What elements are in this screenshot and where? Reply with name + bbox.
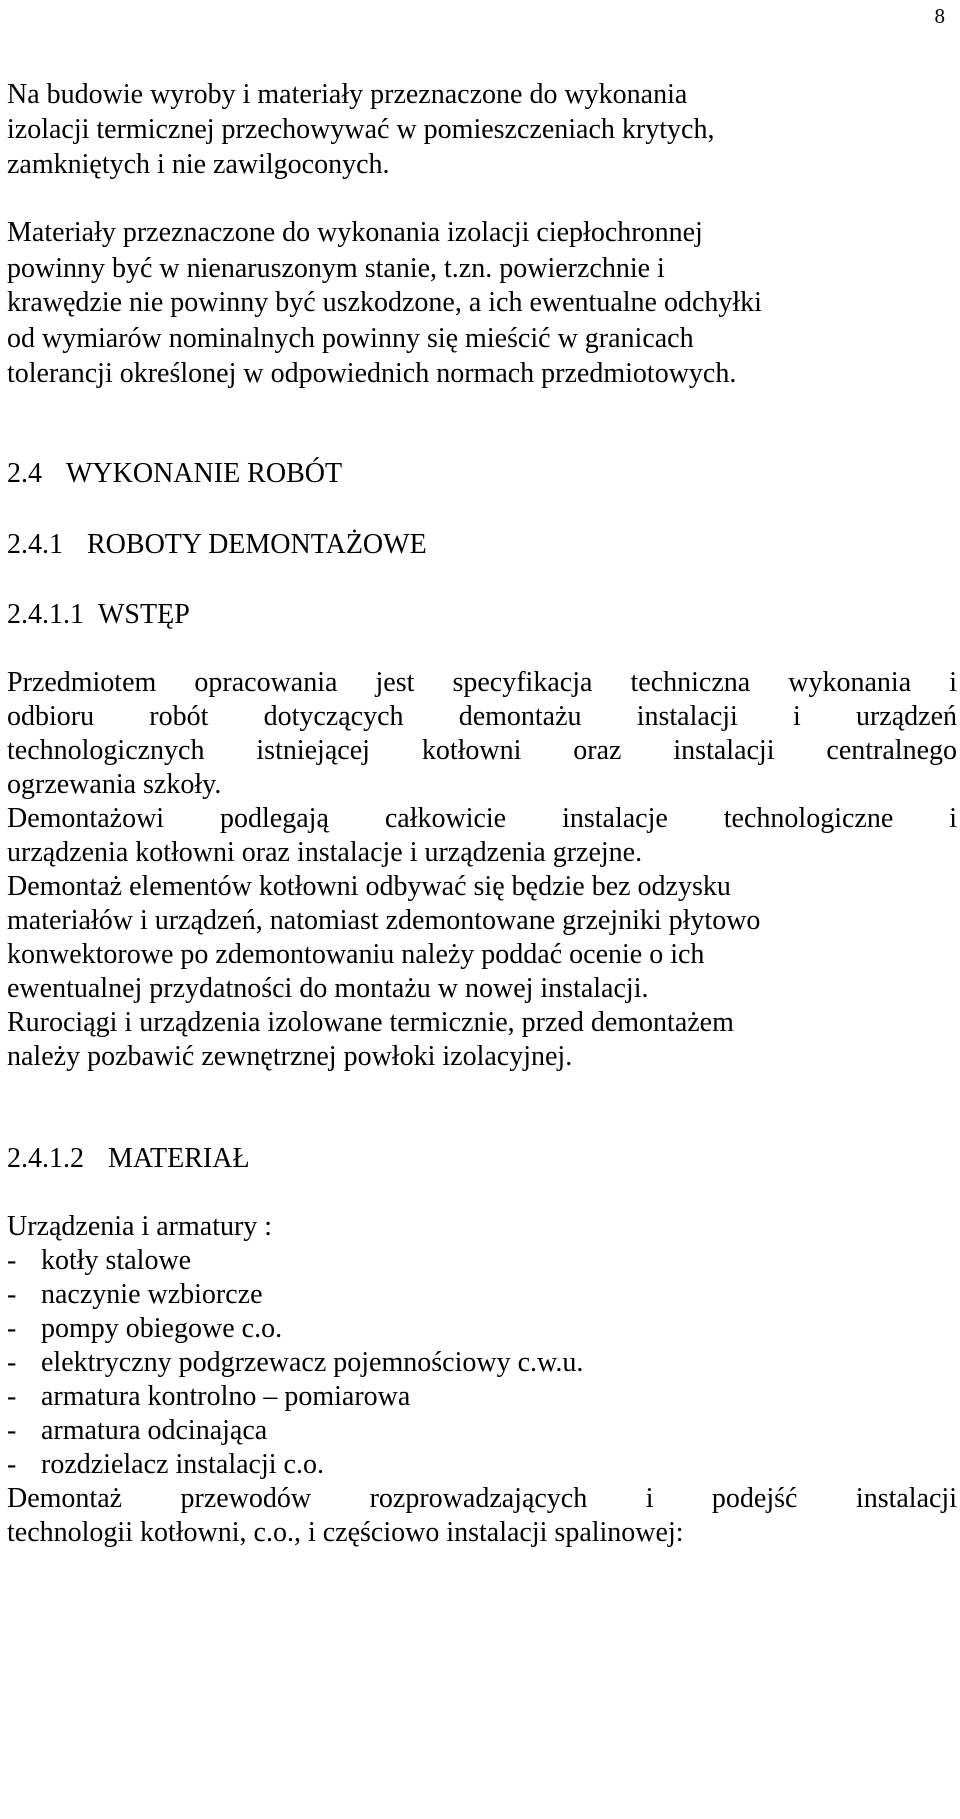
materials-line-3: krawędzie nie powinny być uszkodzone, a ich ewentualne odchyłki	[7, 287, 762, 318]
heading-number: 2.4.1.2	[7, 1143, 84, 1174]
materials-line-4: od wymiarów nominalnych powinny się mieścić w granicach	[7, 323, 694, 354]
list-item-text: armatura kontrolno – pomiarowa	[41, 1381, 411, 1412]
bullet: -	[7, 1245, 17, 1276]
storage-line-2: izolacji termicznej przechowywać w pomieszczeniach krytych,	[7, 114, 715, 145]
heading-title: MATERIAŁ	[108, 1143, 250, 1174]
heading-2-4-1	[7, 525, 427, 565]
storage-line-3: zamkniętych i nie zawilgoconych.	[7, 149, 390, 180]
heading-number: 2.4	[7, 458, 42, 489]
heading-number: 2.4.1	[7, 529, 63, 560]
heading-title: WYKONANIE ROBÓT	[66, 458, 343, 489]
bullet: -	[7, 1347, 17, 1378]
list-item-text: kotły stalowe	[41, 1245, 192, 1276]
intro-line-4: ogrzewania szkoły.	[7, 769, 222, 800]
list-item-text: naczynie wzbiorcze	[41, 1279, 263, 1310]
equipment-title: Urządzenia i armatury :	[7, 1211, 273, 1242]
bullet: -	[7, 1415, 17, 1446]
intro-line-11: Rurociągi i urządzenia izolowane termicznie, przed demontażem	[7, 1007, 734, 1038]
bullet: -	[7, 1313, 17, 1344]
intro-line-2: odbioru robót dotyczących demontażu instalacji i urządzeń	[7, 701, 957, 732]
intro-line-9: konwektorowe po zdemontowaniu należy poddać ocenie o ich	[7, 939, 705, 970]
heading-2-4-1-2	[7, 1139, 250, 1179]
intro-line-7: Demontaż elementów kotłowni odbywać się będzie bez odzysku	[7, 871, 731, 902]
bullet: -	[7, 1381, 17, 1412]
intro-line-1: Przedmiotem opracowania jest specyfikacja techniczna wykonania i	[7, 667, 957, 698]
closing-line-1: Demontaż przewodów rozprowadzających i podejść instalacji	[7, 1483, 957, 1514]
closing-line-2: technologii kotłowni, c.o., i częściowo instalacji spalinowej:	[7, 1517, 684, 1548]
intro-line-8: materiałów i urządzeń, natomiast zdemontowane grzejniki płytowo	[7, 905, 761, 936]
bullet: -	[7, 1449, 17, 1480]
bullet: -	[7, 1279, 17, 1310]
list-item-text: rozdzielacz instalacji c.o.	[41, 1449, 324, 1480]
page-number: 8	[934, 4, 945, 28]
materials-line-5: tolerancji określonej w odpowiednich normach przedmiotowych.	[7, 358, 737, 389]
intro-line-12: należy pozbawić zewnętrznej powłoki izolacyjnej.	[7, 1041, 573, 1072]
materials-line-1: Materiały przeznaczone do wykonania izolacji ciepłochronnej	[7, 217, 703, 248]
intro-line-6: urządzenia kotłowni oraz instalacje i urządzenia grzejne.	[7, 837, 643, 868]
heading-2-4-1-1	[7, 595, 190, 635]
intro-line-5: Demontażowi podlegają całkowicie instalacje technologiczne i	[7, 803, 957, 834]
intro-line-10: ewentualnej przydatności do montażu w nowej instalacji.	[7, 973, 649, 1004]
list-item-text: armatura odcinająca	[41, 1415, 268, 1446]
list-item-text: elektryczny podgrzewacz pojemnościowy c.w.u.	[41, 1347, 584, 1378]
heading-2-4	[7, 454, 342, 494]
intro-line-3: technologicznych istniejącej kotłowni oraz instalacji centralnego	[7, 735, 957, 766]
heading-title: WSTĘP	[98, 599, 190, 630]
heading-number: 2.4.1.1	[7, 599, 84, 630]
heading-title: ROBOTY DEMONTAŻOWE	[87, 529, 427, 560]
list-item-text: pompy obiegowe c.o.	[41, 1313, 283, 1344]
storage-line-1: Na budowie wyroby i materiały przeznaczone do wykonania	[7, 79, 688, 110]
materials-line-2: powinny być w nienaruszonym stanie, t.zn. powierzchnie i	[7, 253, 665, 284]
